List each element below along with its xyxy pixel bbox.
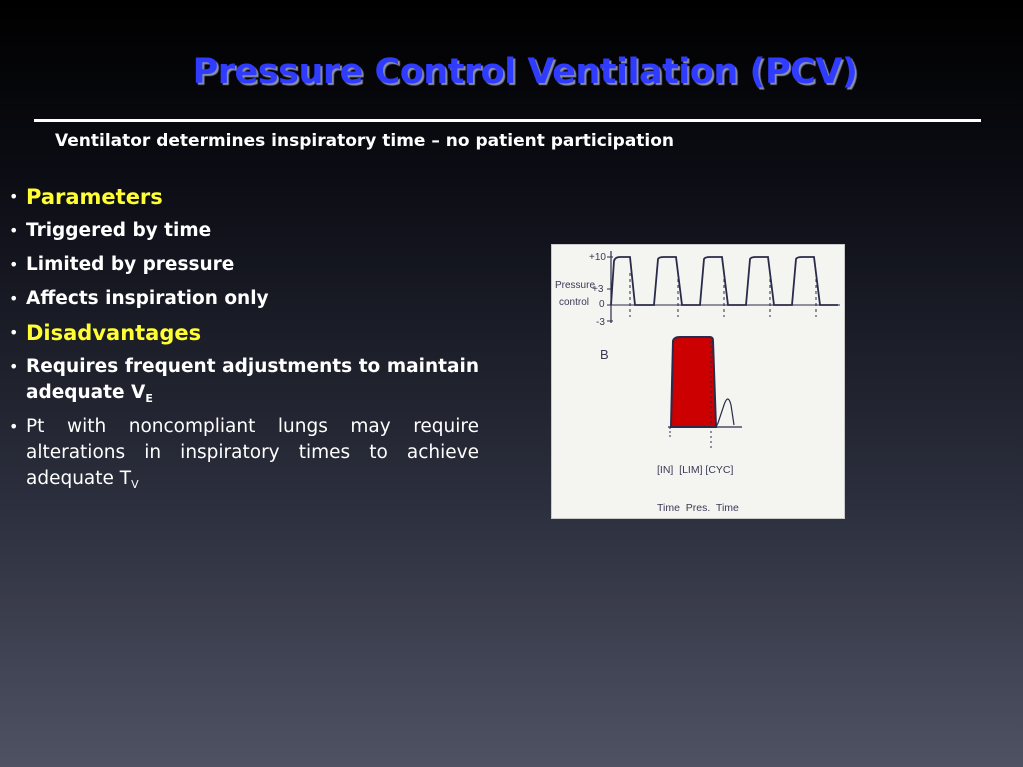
bullet-requires xyxy=(9,354,479,406)
y-label-line2: control xyxy=(559,297,590,308)
bullet-list xyxy=(9,184,479,500)
affects-text: Affects inspiration only xyxy=(26,288,269,309)
parameters-heading: Parameters xyxy=(26,185,163,209)
bullet-affects xyxy=(9,286,479,312)
y-label-line1: Pressure xyxy=(555,280,596,291)
phase-names: Time Pres. Time xyxy=(657,502,739,514)
waveform-svg xyxy=(552,245,844,518)
pressure-control-waveform-figure xyxy=(551,244,845,519)
bullet-glyph: • xyxy=(9,221,19,240)
noncompliant-main: Pt with noncompliant lungs may require alterations in inspiratory times to achieve adequate T xyxy=(26,416,479,489)
requires-main: Requires frequent adjustments to maintain adequate V xyxy=(26,356,479,403)
bullet-triggered xyxy=(9,218,479,244)
bullet-glyph: • xyxy=(9,255,19,274)
bullet-limited xyxy=(9,252,479,278)
requires-text xyxy=(26,354,479,406)
bullet-glyph: • xyxy=(9,289,19,308)
slide-title: Pressure Control Ventilation (PCV) xyxy=(192,52,858,92)
bullet-parameters xyxy=(9,184,479,210)
bullet-glyph: • xyxy=(9,187,19,206)
title-divider xyxy=(34,119,981,122)
noncompliant-subscript: V xyxy=(131,478,139,491)
tick-label: +10 xyxy=(589,252,606,263)
phase-codes: [IN] [LIM] [CYC] xyxy=(657,464,734,476)
slide-subtitle: Ventilator determines inspiratory time – no patient participation xyxy=(55,131,675,151)
inspiration-area xyxy=(671,337,716,427)
bullet-glyph: • xyxy=(9,357,19,376)
bullet-disadvantages xyxy=(9,320,479,346)
requires-subscript: E xyxy=(145,392,153,405)
limited-text: Limited by pressure xyxy=(26,254,235,275)
tick-label: 0 xyxy=(599,299,605,310)
triggered-text: Triggered by time xyxy=(26,220,212,241)
bullet-noncompliant xyxy=(9,414,479,492)
bullet-glyph: • xyxy=(9,323,19,342)
bullet-glyph: • xyxy=(9,417,19,436)
panel-letter: B xyxy=(600,347,609,362)
tick-label: +3 xyxy=(592,284,604,295)
expiration-curve xyxy=(716,399,734,427)
noncompliant-text xyxy=(26,414,479,492)
tick-label: -3 xyxy=(596,317,605,328)
disadvantages-heading: Disadvantages xyxy=(26,321,202,345)
